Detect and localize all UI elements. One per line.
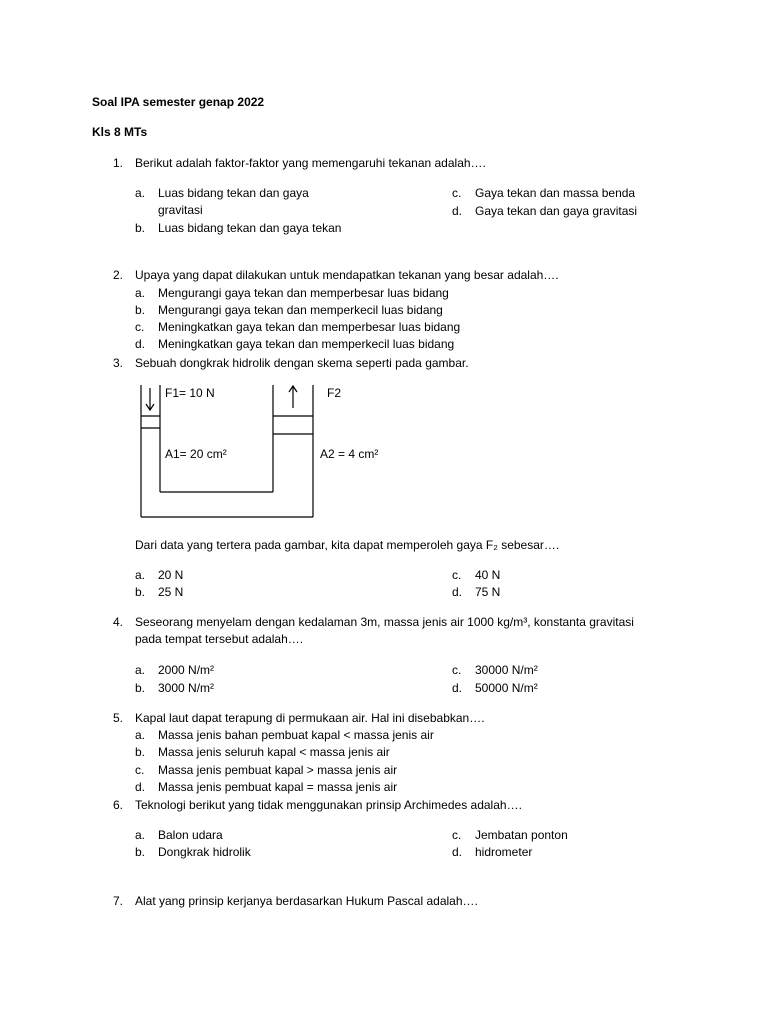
option-letter: b. [135,745,146,759]
question-number: 7. [113,894,124,908]
question-text: Alat yang prinsip kerjanya berdasarkan Hukum Pascal adalah…. [135,894,478,908]
diagram-label-f2: F2 [327,386,342,400]
option-letter: c. [452,568,462,582]
diagram-label-a2: A2 = 4 cm² [320,447,379,461]
option-letter: d. [452,681,463,695]
question-number: 2. [113,268,124,282]
question-text: Sebuah dongkrak hidrolik dengan skema seperti pada gambar. [135,356,469,370]
option-text: Balon udara [158,828,223,842]
option-text: Luas bidang tekan dan gaya tekan [158,221,342,235]
option-text: Meningkatkan gaya tekan dan memperbesar luas bidang [158,320,461,334]
option-text: Jembatan ponton [475,828,568,842]
option-text: 40 N [475,568,501,582]
question-number: 4. [113,615,124,629]
option-letter: d. [452,845,463,859]
option-letter: d. [135,337,146,351]
question-number: 5. [113,711,124,725]
option-letter: d. [135,780,146,794]
option-text: Gaya tekan dan gaya gravitasi [475,204,638,218]
option-letter: b. [135,845,146,859]
option-text: hidrometer [475,845,533,859]
question-number: 3. [113,356,124,370]
option-letter: b. [135,585,146,599]
option-text: Massa jenis seluruh kapal < massa jenis air [158,745,390,759]
option-letter: b. [135,303,146,317]
question-text: Teknologi berikut yang tidak menggunakan prinsip Archimedes adalah…. [135,798,522,812]
option-text: Massa jenis pembuat kapal > massa jenis air [158,763,398,777]
option-text: 75 N [475,585,501,599]
option-letter: c. [135,763,145,777]
class-label: Kls 8 MTs [92,125,148,139]
option-text: 2000 N/m² [158,663,215,677]
diagram-label-a1: A1= 20 cm² [165,447,227,461]
option-text: 3000 N/m² [158,681,215,695]
option-text: Massa jenis pembuat kapal = massa jenis air [158,780,398,794]
option-text: 30000 N/m² [475,663,538,677]
option-letter: a. [135,568,146,582]
option-letter: a. [135,828,146,842]
option-text: Gaya tekan dan massa benda [475,186,636,200]
question-number: 6. [113,798,124,812]
option-letter: c. [452,186,462,200]
question-number: 1. [113,156,124,170]
question-text-line-1: Seseorang menyelam dengan kedalaman 3m, massa jenis air 1000 kg/m³, konstanta gravitasi [135,615,634,629]
option-text: Mengurangi gaya tekan dan memperkecil luas bidang [158,303,443,317]
question-text: Kapal laut dapat terapung di permukaan air. Hal ini disebabkan…. [135,711,485,725]
option-letter: a. [135,286,146,300]
worksheet-title: Soal IPA semester genap 2022 [92,95,265,109]
question-text: Upaya yang dapat dilakukan untuk mendapatkan tekanan yang besar adalah…. [135,268,559,282]
option-letter: d. [452,204,463,218]
option-text: 50000 N/m² [475,681,538,695]
option-letter: c. [452,828,462,842]
option-letter: a. [135,728,146,742]
question-text-line-2: pada tempat tersebut adalah…. [135,632,304,646]
option-letter: a. [135,663,146,677]
option-text: 25 N [158,585,184,599]
option-text: 20 N [158,568,184,582]
option-text: Dongkrak hidrolik [158,845,251,859]
option-text: Meningkatkan gaya tekan dan memperkecil luas bidang [158,337,455,351]
option-letter: d. [452,585,463,599]
option-letter: b. [135,221,146,235]
option-text: Luas bidang tekan dan gaya gravitasi [158,186,309,217]
option-letter: c. [135,320,145,334]
option-letter: b. [135,681,146,695]
option-letter: c. [452,663,462,677]
option-letter: a. [135,186,146,200]
option-text: Massa jenis bahan pembuat kapal < massa jenis air [158,728,434,742]
option-text: Mengurangi gaya tekan dan memperbesar luas bidang [158,286,449,300]
question-followup-text: Dari data yang tertera pada gambar, kita dapat memperoleh gaya F₂ sebesar…. [135,538,560,552]
diagram-label-f1: F1= 10 N [165,386,215,400]
question-text: Berikut adalah faktor-faktor yang memengaruhi tekanan adalah…. [135,156,486,170]
